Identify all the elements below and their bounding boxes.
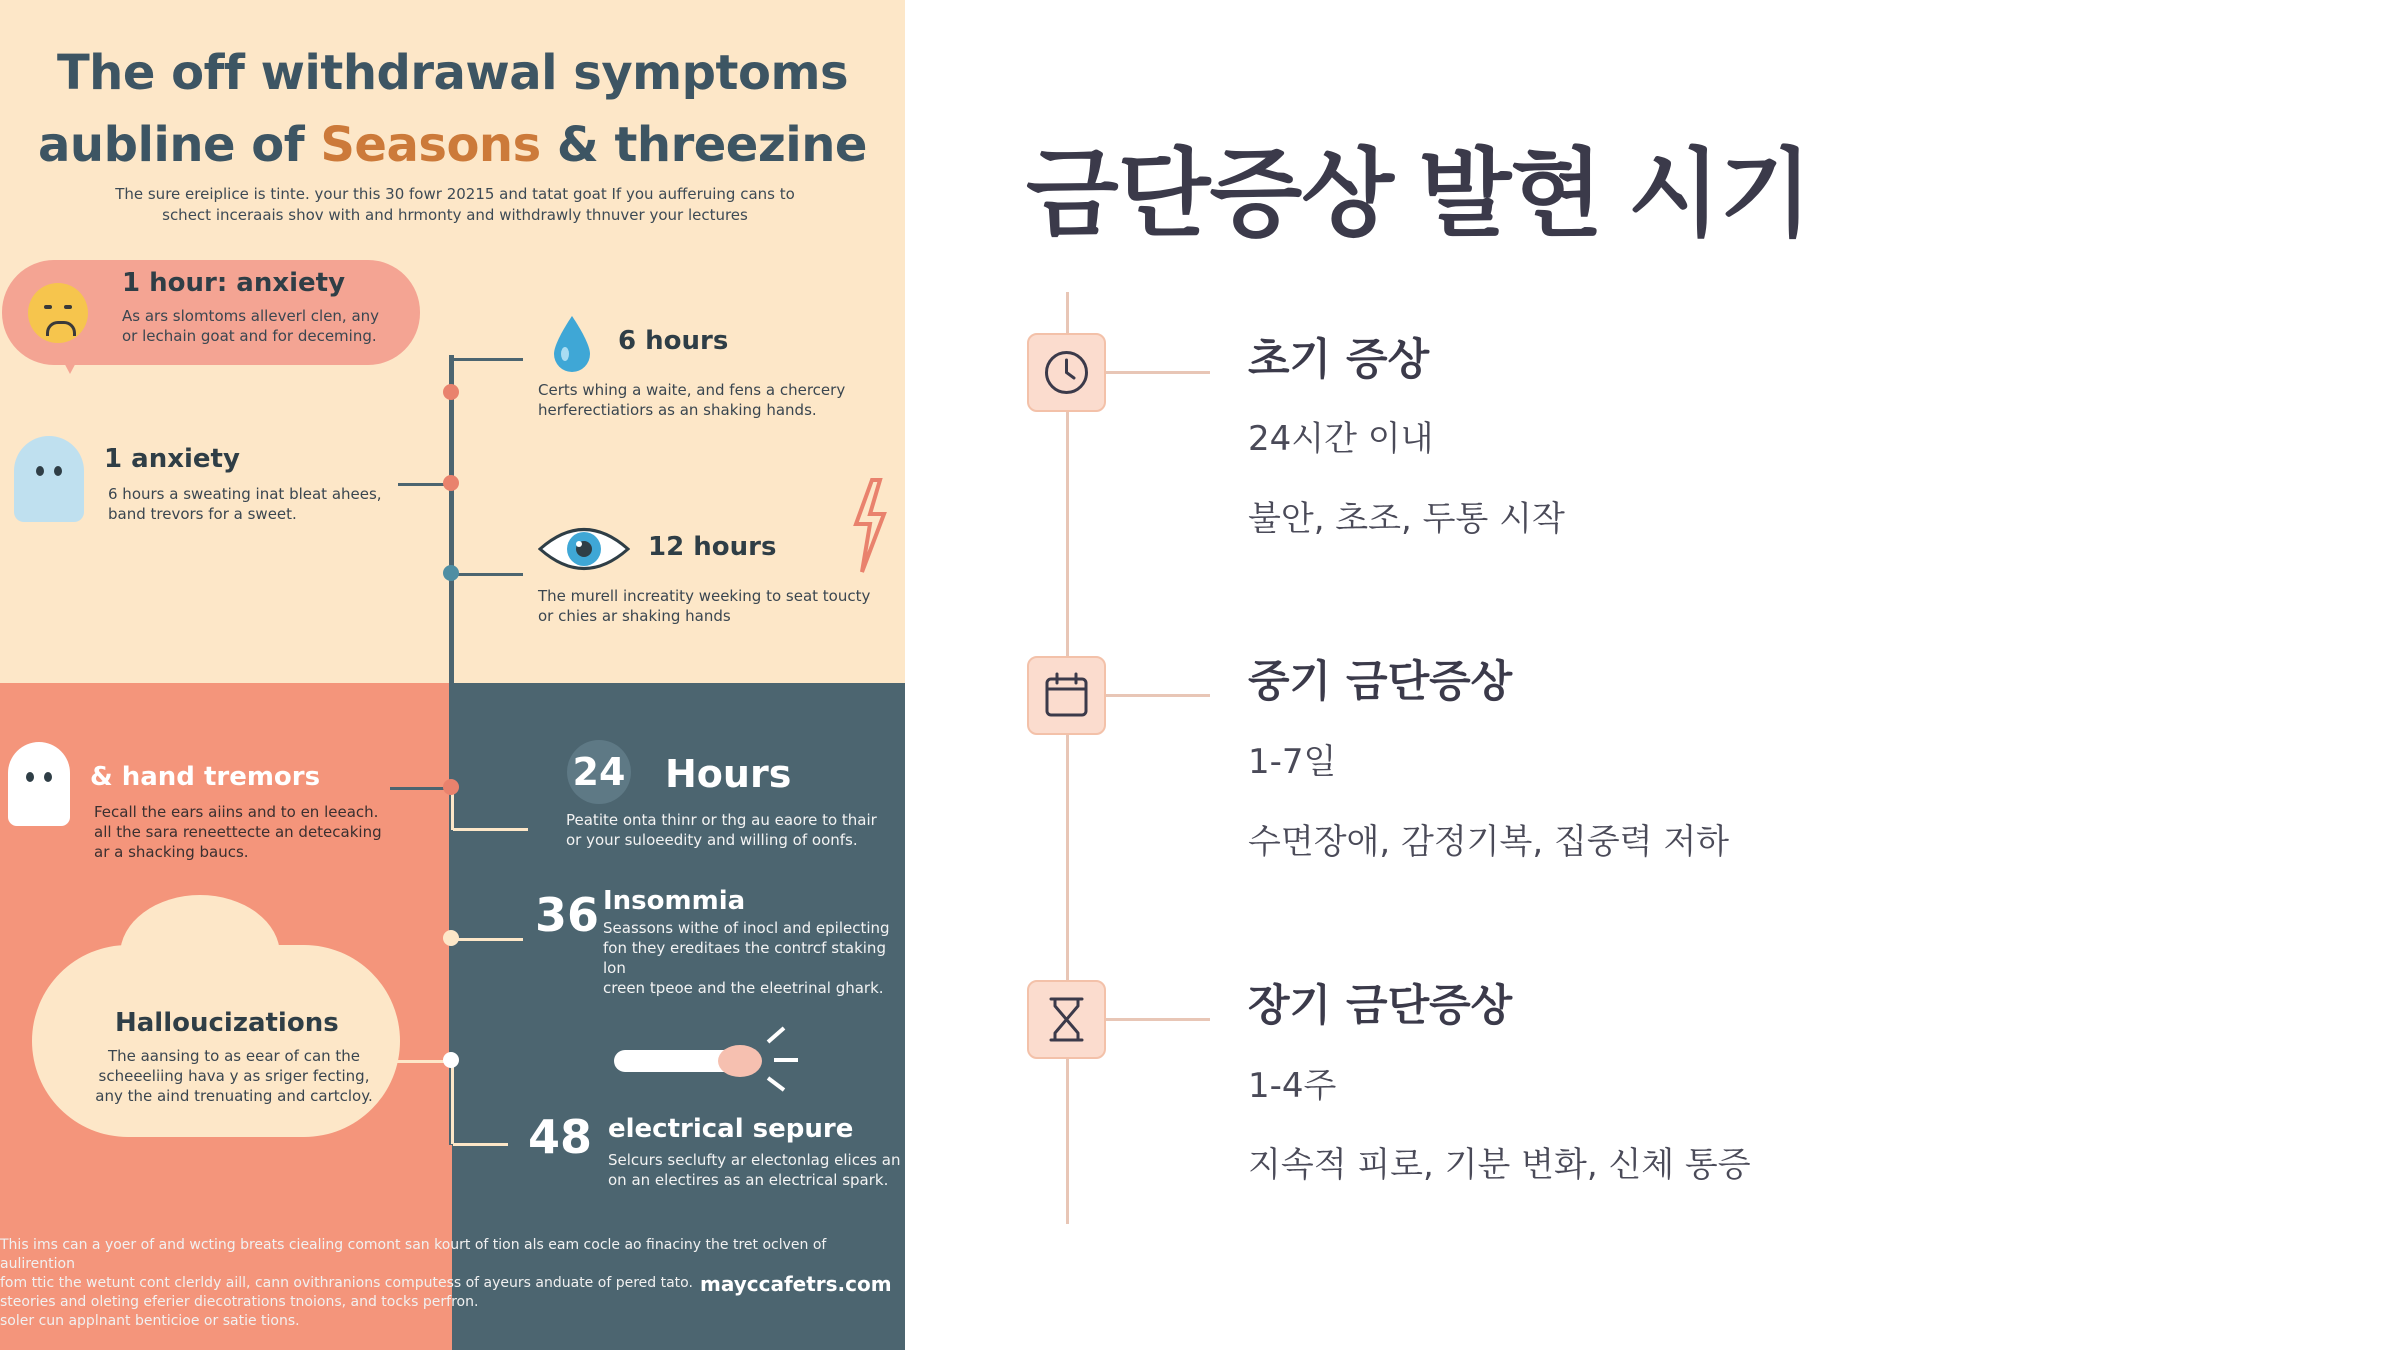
timeline-connector — [453, 938, 523, 941]
timeline-connector — [453, 1143, 508, 1146]
stage-symptoms: 수면장애, 감정기복, 집중력 저하 — [1248, 822, 1730, 862]
hourglass-icon — [1041, 994, 1092, 1045]
timeline-connector — [453, 828, 528, 831]
hour-number: 36 — [535, 888, 600, 942]
stage-period: 24시간 이내 — [1248, 419, 1434, 459]
calendar-icon — [1041, 670, 1092, 721]
timeline-connector — [451, 790, 454, 830]
timeline-icon-box — [1027, 980, 1106, 1059]
item-heading: & hand tremors — [90, 762, 321, 792]
infographic-timeline-spine — [449, 355, 454, 1145]
timeline-node — [443, 384, 459, 400]
item-heading: 1 anxiety — [104, 444, 240, 474]
timeline-connector — [451, 1060, 454, 1144]
timeline-connector — [453, 573, 523, 576]
stage-title: 장기 금단증상 — [1248, 981, 1513, 1031]
stage-period: 1-7일 — [1248, 742, 1337, 782]
item-text: The murell increatity weeking to seat toucty or chies ar shaking hands — [538, 587, 871, 625]
timeline-node — [443, 1052, 459, 1068]
item-text: As ars slomtoms alleverl clen, any or lechain goat and for deceming. — [122, 307, 380, 345]
timeline-node — [443, 475, 459, 491]
item-heading: 12 hours — [648, 532, 777, 562]
timeline-connector — [1106, 694, 1210, 697]
stage-symptoms: 지속적 피로, 기분 변화, 신체 통증 — [1248, 1145, 1751, 1185]
item-text: 6 hours a sweating inat bleat ahees, band trevors for a sweet. — [108, 485, 382, 523]
item-text: Selcurs seclufty ar electonlag elices an on an electires as an electrical spark. — [608, 1151, 901, 1189]
ghost-icon — [14, 436, 84, 522]
item-text: Fecall the ears aiins and to en leeach. all the sara reneettecte an detecaking ar a shacking baucs. — [94, 803, 382, 861]
timeline-line — [1066, 292, 1069, 1224]
infographic-website: mayccafetrs.com — [700, 1272, 892, 1296]
hour-badge: 24 — [567, 740, 631, 804]
timeline-node — [443, 565, 459, 581]
eye-icon — [538, 520, 630, 578]
infographic-title-line1: The off withdrawal symptoms — [56, 45, 849, 101]
timeline-node — [443, 779, 459, 795]
stage-title: 초기 증상 — [1248, 335, 1430, 385]
infographic-footer: This ims can a yoer of and wcting breats ciealing comont san kourt of tion als eam cocle ao finaciny the tret oclven of aulirention fom ttic the wetunt cont clerldy aill, cann ovithranions computess of ayeurs anduate of pered tato. steories and oleting eferier diecotrations tnoions, and tocks perfron. soler cun applnant benticioe or satie tions. — [0, 1237, 827, 1329]
timeline-connector — [1106, 371, 1210, 374]
ghost-icon — [8, 742, 70, 826]
infographic-image — [0, 0, 905, 1350]
cloud-shape — [32, 945, 400, 1137]
timeline-icon-box — [1027, 333, 1106, 412]
item-text: Certs whing a waite, and fens a chercery herferectiatiors as an shaking hands. — [538, 381, 846, 419]
water-drop-icon — [548, 314, 596, 374]
clock-icon — [1041, 347, 1092, 398]
item-text: The aansing to as eear of can the scheeeliing hava y as sriger fecting, any the aind trenuating and cartcloy. — [95, 1047, 373, 1105]
match-icon — [612, 1024, 802, 1094]
timeline-icon-box — [1027, 656, 1106, 735]
infographic-title-line2: aubline of Seasons & threezine — [38, 117, 867, 173]
timeline-node — [443, 930, 459, 946]
sad-face-icon — [28, 283, 88, 343]
item-heading: Halloucizations — [115, 1008, 339, 1038]
item-heading: 1 hour: anxiety — [122, 268, 346, 298]
speech-bubble-tail — [52, 340, 88, 374]
item-text: Seassons withe of inocl and epilecting fon they ereditaes the contrcf staking lon creen tpeoe and the eleetrinal ghark. — [603, 919, 890, 997]
stage-symptoms: 불안, 초조, 두통 시작 — [1248, 499, 1565, 539]
stage-title: 중기 금단증상 — [1248, 657, 1513, 707]
stage-period: 1-4주 — [1248, 1066, 1337, 1106]
item-heading: Insommia — [603, 886, 746, 916]
infographic-subtitle: The sure ereiplice is tinte. your this 30 fowr 20215 and tatat goat If you aufferuing cans to schect inceraais shov with and hrmonty and withdrawly thnuver your lectures — [115, 185, 795, 224]
hour-number: 48 — [528, 1110, 593, 1164]
slide-title: 금단증상 발현 시기 — [1026, 141, 1812, 248]
lightning-icon — [852, 478, 888, 574]
item-heading: 6 hours — [618, 326, 729, 356]
timeline-connector — [1106, 1018, 1210, 1021]
item-heading: electrical sepure — [608, 1114, 854, 1144]
timeline-connector — [453, 358, 523, 361]
item-heading: Hours — [665, 752, 792, 796]
item-text: Peatite onta thinr or thg au eaore to thair or your suloeedity and willing of oonfs. — [566, 811, 877, 849]
